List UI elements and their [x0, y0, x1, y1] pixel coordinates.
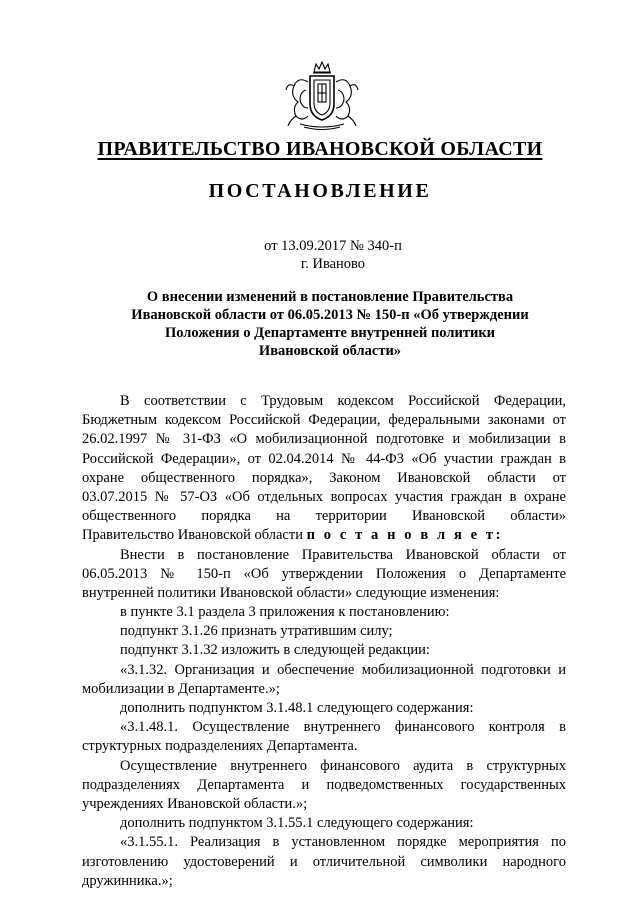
resolves-colon: : [495, 527, 504, 544]
body-line: «3.1.55.1. Реализация в установленном порядке мероприятия по [120, 834, 566, 851]
body-line: «3.1.32. Организация и обеспечение мобилизационной подготовки и [120, 661, 566, 678]
body-line: «3.1.48.1. Осуществление внутреннего финансового контроля в [120, 719, 566, 736]
body-line-text: Правительство Ивановской области [82, 527, 303, 544]
body-line: дополнить подпунктом 3.1.55.1 следующего содержания: [120, 815, 474, 832]
government-name: ПРАВИТЕЛЬСТВО ИВАНОВСКОЙ ОБЛАСТИ [97, 138, 543, 160]
body-line: Внести в постановление Правительства Ивановской области от [120, 546, 566, 563]
body-line: структурных подразделениях Департамента. [82, 738, 358, 755]
subject-line: Ивановской области» [258, 343, 402, 359]
body-line: изготовлению удостоверений и отличительной символики народного [82, 853, 566, 870]
document-city: г. Иваново [300, 256, 366, 272]
body-line: Бюджетным кодексом Российской Федерации, федеральными законами от [82, 412, 566, 429]
coat-of-arms-icon [280, 60, 364, 132]
body-line: 26.02.1997 № 31-ФЗ «О мобилизационной подготовке и мобилизации в [82, 431, 566, 448]
subject-line: О внесении изменений в постановление Правительства [146, 289, 514, 305]
body-line: общественного порядка на территории Ивановской области» [82, 508, 566, 525]
body-line: В соответствии с Трудовым кодексом Российской Федерации, [120, 393, 566, 409]
body-line: подпункт 3.1.26 признать утратившим силу; [120, 623, 393, 640]
subject-line: Ивановской области от 06.05.2013 № 150-п «Об утверждении [131, 307, 529, 323]
body-line: дополнить подпунктом 3.1.48.1 следующего содержания: [120, 700, 474, 716]
document-date-number: от 13.09.2017 № 340-п [264, 238, 402, 254]
body-line: Осуществление внутреннего финансового аудита в структурных [120, 757, 566, 774]
body-line: подразделениях Департамента и подведомственных государственных [82, 776, 566, 793]
body-line: учреждениях Ивановской области.»; [82, 795, 308, 812]
body-line [82, 526, 566, 545]
body-line: подпункт 3.1.32 изложить в следующей редакции: [120, 642, 430, 659]
resolves-word: п о с т а н о в л я е т [306, 527, 496, 544]
document-subject [100, 288, 560, 360]
body-line: охране общественного порядка», Законом Ивановской области от [82, 469, 566, 486]
body-line: мобилизации в Департаменте.»; [82, 680, 280, 697]
body-line: дружинника.»; [82, 872, 173, 889]
subject-line: Положения о Департаменте внутренней политики [164, 325, 496, 341]
document-type: ПОСТАНОВЛЕНИЕ [208, 180, 432, 202]
body-line: 06.05.2013 № 150-п «Об утверждении Положения о Департаменте [82, 565, 566, 582]
body-line: 03.07.2015 № 57-ОЗ «Об отдельных вопросах участия граждан в охране [82, 488, 566, 505]
body-line: в пункте 3.1 раздела 3 приложения к постановлению: [120, 604, 450, 621]
body-line: Российской Федерации», от 02.04.2014 № 44-ФЗ «Об участии граждан в [82, 450, 566, 467]
document-body [82, 392, 566, 891]
body-line: внутренней политики Ивановской области» следующие изменения: [82, 584, 500, 601]
